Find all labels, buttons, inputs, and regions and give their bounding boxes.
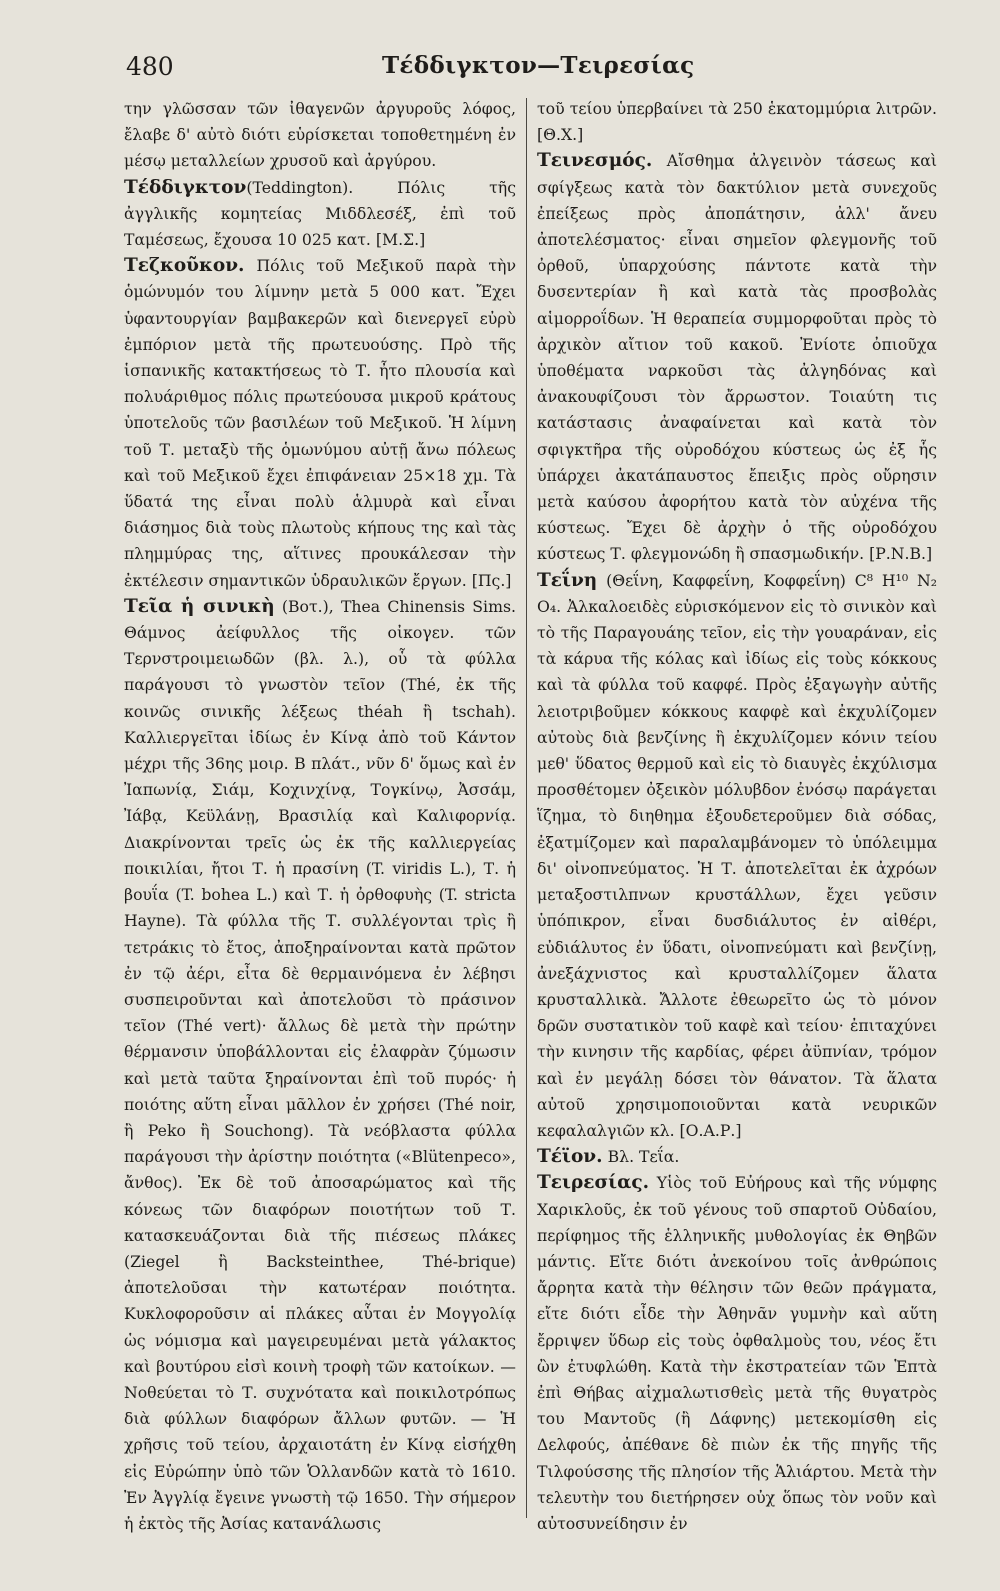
entry-text: Βλ. Τεΐα.: [607, 1147, 680, 1167]
entry-headword: Τεινεσμός.: [537, 150, 653, 172]
entry-text: (Θεΐνη, Καφφεΐνη, Κοφφεΐνη) C⁸ H¹⁰ N₂ O₄. Ἀλκαλοειδὲς εὑρισκόμενον εἰς τὸ σινικὸν καὶ τὸ τῆς Παραγουάης τεῖον, εἰς τὴν γουαράναν, εἰς τὰ κάρυα τῆς κόλας καὶ ἰδίως εἰς τοὺς κόκκους καὶ τὰ φύλλα τοῦ καφφέ. Πρὸς ἐξαγωγὴν αὐτῆς λειοτριβοῦμεν κόκκους καφφὲ καὶ ἐκχυλίζομεν αὐτοὺς διὰ βενζίνης ἢ ἐκχυλίζομεν κόνιν τείου μεθ' ὕδατος θερμοῦ καὶ εἰς τὸ διαυγὲς ἐκχύλισμα προσθέτομεν ὀξεικὸν μόλυβδον ἐνόσῳ παράγεται ἵζημα, τὸ διηθημα ἐξουδετεροῦμεν διὰ σόδας, ἐξατμίζομεν καὶ παραλαμβάνομεν τὸ ὑπόλειμμα δι' οἰνοπνεύματος. Ἡ Τ. ἀποτελεῖται ἐκ ἀχρόων μεταξοστιλπνων κρυστάλλων, ἔχει γεῦσιν ὑπόπικρον, εἶναι δυσδιάλυτος ἐν αἰθέρι, εὐδιάλυτος ἐν ὕδατι, οἰνοπνεύματι καὶ βενζίνῃ, ἀνεξάχνιστος καὶ κρυσταλλίζομεν ἅλατα κρυσταλλικὰ. Ἄλλοτε ἐθεωρεῖτο ὡς τὸ μόνον δρῶν συστατικὸν τοῦ καφὲ καὶ τείου· ἐπιταχύνει τὴν κινησιν τῆς καρδίας, φέρει ἀϋπνίαν, τρόμον καὶ ἐν μεγάλῃ δόσει τὸν θάνατον. Τὰ ἅλατα αὐτοῦ χρησιμοποιοῦνται κατὰ νευρικῶν κεφαλαλγιῶν κλ. [Ο.Α.Ρ.]: [537, 570, 937, 1140]
entry: [124, 594, 516, 1537]
running-head: Τέδδιγκτον—Τειρεσίας: [382, 52, 695, 79]
entry: [537, 96, 937, 148]
entry: [537, 568, 937, 1144]
entry-headword: Τεζκοῦκον.: [124, 255, 245, 277]
entry: [537, 148, 937, 567]
right-column: [537, 96, 937, 1537]
entry: [124, 175, 516, 254]
column-divider: [526, 98, 527, 1518]
page-number: 480: [126, 52, 174, 81]
entry: [537, 1170, 937, 1537]
entry-headword: Τεΐνη: [537, 569, 598, 591]
entry-headword: Τέϊον.: [537, 1146, 603, 1168]
entry-headword: Τειρεσίας.: [537, 1172, 650, 1194]
left-column: [124, 96, 516, 1537]
page-header: [126, 52, 886, 88]
entry: [537, 1144, 937, 1170]
entry-text: (Teddington). Πόλις τῆς ἀγγλικῆς κομητείας Μιδδλεσέξ, ἐπὶ τοῦ Ταμέσεως, ἔχουσα 10 025 κατ. [Μ.Σ.]: [124, 177, 516, 250]
entry: [124, 96, 516, 175]
entry-text: Αἴσθημα ἀλγεινὸν τάσεως καὶ σφίγξεως κατὰ τὸν δακτύλιον μετὰ συνεχοῦς ἐπείξεως πρὸς ἀποπάτησιν, ἀλλ' ἄνευ ἀποτελέσματος· εἶναι σημεῖον φλεγμονῆς τοῦ ὀρθοῦ, ὑπαρχούσης πάντοτε κατὰ τὴν δυσεντερίαν ἢ καὶ κατὰ τὰς προσβολὰς αἱμορροΐδων. Ἡ θεραπεία συμμορφοῦται πρὸς τὸ ἀρχικὸν αἴτιον τοῦ κακοῦ. Ἐνίοτε ὀπιοῦχα ὑποθέματα ναρκοῦσι τὰς ἀλγηδόνας καὶ ἀνακουφίζουσι τὸν ἄρρωστον. Τοιαύτη τις κατάστασις ἀναφαίνεται καὶ κατὰ τὸν σφιγκτῆρα τῆς οὐροδόχου κύστεως ὡς ἐξ ἧς ὑπάρχει ἀκατάπαυστος ἔπειξις πρὸς οὔρησιν μετὰ καύσου ἀφορήτου κατὰ τὸν αὐχένα τῆς κύστεως. Ἔχει δὲ ἀρχὴν ὁ τῆς οὐροδόχου κύστεως Τ. φλεγμονώδη ἢ σπασμωδικήν. [Ρ.Ν.Β.]: [537, 151, 937, 564]
entry: [124, 253, 516, 594]
entry-text: Υἱὸς τοῦ Εὐήρους καὶ τῆς νύμφης Χαρικλοῦς, ἐκ τοῦ γένους τοῦ σπαρτοῦ Οὐδαίου, περίφημος τῆς ἑλληνικῆς μυθολογίας ἐκ Θηβῶν μάντις. Εἴτε διότι ἀνεκοίνου τοῖς ἀνθρώποις ἄρρητα κατὰ τὴν θέλησιν τῶν θεῶν πράγματα, εἴτε διότι εἶδε τὴν Ἀθηνᾶν γυμνὴν καὶ αὕτη ἔρριψεν ὕδωρ εἰς τοὺς ὀφθαλμοὺς του, νέος ἔτι ὢν ἐτυφλώθη. Κατὰ τὴν ἐκστρατείαν τῶν Ἑπτὰ ἐπὶ Θήβας αἰχμαλωτισθεὶς μετὰ τῆς θυγατρὸς του Μαντοῦς (ἢ Δάφνης) μετεκομίσθη εἰς Δελφούς, ἀπέθανε δὲ πιὼν ἐκ τῆς πηγῆς τῆς Τιλφούσσης τῆς πλησίον τῆς Ἁλιάρτου. Μετὰ τὴν τελευτὴν του διετήρησεν οὐχ ὅπως τὸν νοῦν καὶ αὐτοσυνείδησιν ἐν: [537, 1173, 937, 1533]
entry-headword: Τέδδιγκτον: [124, 176, 247, 198]
entry-text: την γλῶσσαν τῶν ἰθαγενῶν ἀργυροῦς λόφος, ἔλαβε δ' αὐτὸ διότι εὑρίσκεται τοποθετημένη ἐν μέσῳ μεταλλείων χρυσοῦ καὶ ἀργύρου.: [124, 99, 516, 171]
entry-text: (Βοτ.), Thea Chinensis Sims. Θάμνος ἀείφυλλος τῆς οἰκογεν. τῶν Τερνστροιμειωδῶν (βλ. λ.), οὗ τὰ φύλλα παράγουσι τὸ γνωστὸν τεῖον (Thé, ἐκ τῆς κοινῶς σινικῆς λέξεως théah ἢ tschah). Καλλιεργεῖται ἰδίως ἐν Κίνᾳ ἀπὸ τοῦ Κάντον μέχρι τῆς 36ης μοιρ. Β πλάτ., νῦν δ' ὅμως καὶ ἐν Ἰαπωνίᾳ, Σιάμ, Κοχινχίνᾳ, Τογκίνῳ, Ἀσσάμ, Ἰάβᾳ, Κεϋλάνῃ, Βρασιλίᾳ καὶ Καλιφορνίᾳ. Διακρίνονται τρεῖς ὡς ἐκ τῆς καλλιεργείας ποικιλίαι, ἤτοι Τ. ἡ πρασίνη (T. viridis L.), Τ. ἡ βουΐα (T. bohea L.) καὶ Τ. ἡ ὀρθοφυὴς (T. stricta Hayne). Τὰ φύλλα τῆς Τ. συλλέγονται τρὶς ἢ τετράκις τὸ ἔτος, ἀποξηραίνονται κατὰ πρῶτον ἐν τῷ ἀέρι, εἶτα δὲ θερμαινόμενα ἐν λέβησι συσπειροῦνται καὶ ἀποτελοῦσι τὸ πράσινον τεῖον (Thé vert)· ἄλλως δὲ μετὰ τὴν πρώτην θέρμανσιν ὑποβάλλονται εἰς ἐλαφρὰν ζύμωσιν καὶ μετὰ ταῦτα ξηραίνονται ἐπὶ τοῦ πυρός· ἡ ποιότης αὕτη εἶναι μᾶλλον ἐν χρήσει (Thé noir, ἢ Peko ἢ Souchong). Τὰ νεόβλαστα φύλλα παράγουσι τὴν ἀρίστην ποιότητα («Blütenpeco», ἄνθος). Ἐκ δὲ τοῦ ἀποσαρώματος καὶ τῆς κόνεως τῶν διαφόρων ποιοτήτων τοῦ Τ. κατασκευάζονται διὰ τῆς πιέσεως πλάκες (Ziegel ἢ Backsteinthee, Thé-brique) ἀποτελοῦσαι τὴν κατωτέραν ποιότητα. Κυκλοφοροῦσιν αἱ πλάκες αὗται ἐν Μογγολίᾳ ὡς νόμισμα καὶ μαγειρευμέναι μετὰ γάλακτος καὶ βουτύρου εἰσὶ κοινὴ τροφὴ τῶν κατοίκων. — Νοθεύεται τὸ Τ. συχνότατα καὶ ποικιλοτρόπως διὰ φύλλων διαφόρων ἄλλων φυτῶν. — Ἡ χρῆσις τοῦ τείου, ἀρχαιοτάτη ἐν Κίνᾳ εἰσήχθη εἰς Εὐρώπην ὑπὸ τῶν Ὁλλανδῶν κατὰ τὸ 1610. Ἐν Ἀγγλίᾳ ἔγεινε γνωστὴ τῷ 1650. Τὴν σήμερον ἡ ἐκτὸς τῆς Ἀσίας κατανάλωσις: [124, 596, 516, 1533]
entry-text: Πόλις τοῦ Μεξικοῦ παρὰ τὴν ὁμώνυμόν του λίμνην μετὰ 5 000 κατ. Ἔχει ὑφαντουργίαν βαμβακερῶν καὶ διενεργεῖ εὐρὺ ἐμπόριον μετὰ τῆς πρωτευούσης. Πρὸ τῆς ἱσπανικῆς κατακτήσεως τὸ Τ. ἦτο πλουσία καὶ πολυάριθμος πόλις πρωτεύουσα μικροῦ κράτους ὑποτελοῦς τῶν βασιλέων τοῦ Μεξικοῦ. Ἡ λίμνη τοῦ Τ. μεταξὺ τῆς ὁμωνύμου αὐτῇ ἄνω πόλεως καὶ τοῦ Μεξικοῦ ἔχει ἐπιφάνειαν 25×18 χμ. Τὰ ὕδατά της εἶναι πολὺ ἁλμυρὰ καὶ εἶναι διάσημος διὰ τοὺς πλωτοὺς κήπους της καὶ τὰς πλημμύρας της, αἵτινες προυκάλεσαν τὴν ἐκτέλεσιν σημαντικῶν ὑδραυλικῶν ἔργων. [Πς.]: [124, 256, 516, 590]
entry-headword: Τεῖα ἡ σινικὴ: [124, 595, 275, 617]
entry-text: τοῦ τείου ὑπερβαίνει τὰ 250 ἑκατομμύρια λιτρῶν. [Θ.Χ.]: [537, 99, 937, 145]
